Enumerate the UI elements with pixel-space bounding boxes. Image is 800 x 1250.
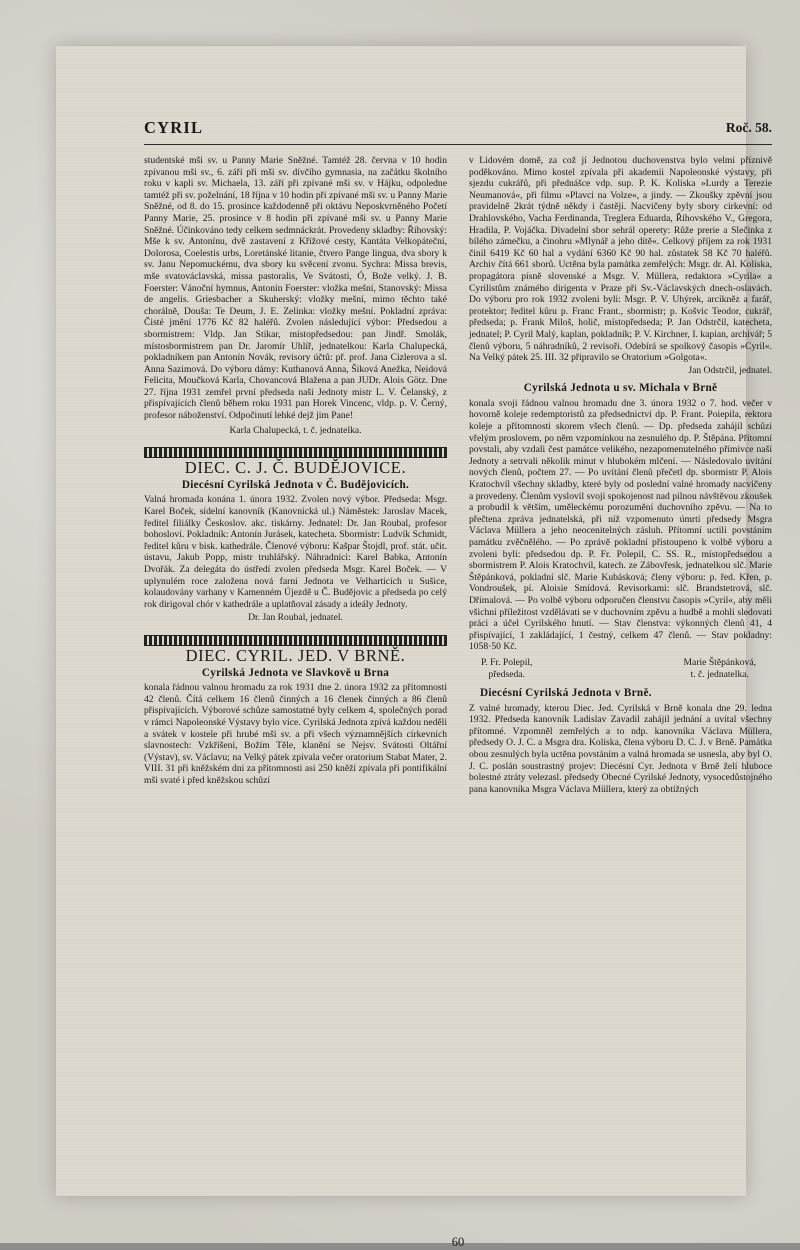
paragraph-budejovice: Valná hromada konána 1. února 1932. Zvolen nový výbor. Předseda: Msgr. Karel Boček, sídelní kanovník (Kanovnická ul.) Náměstek: Jaroslav Macek, ředitel filiálky Českoslov. akc. tiskárny. Jednatel: Dr. Jan Roubal, profesor bohosloví. Pokladník: Antonín Jurásek, katecheta. Sbormistr: Ludvík Schmidt, ředitel kůru v bisk. kathedrále. Členové výboru: Kašpar Štojdl, prof. stát. učit. ústavu, Jakub Popp, mistr truhlářský. Náhradníci: Karel Babka, Antonín Dvořák. Za delegáta do ústředí zvolen předseda Msgr. Karel Boček. — V uplynulém roce založena nová farní Jednota ve Velharticích u Sušice, kolaudovány varhany v Kamenném Újezdě u Č. Budějovic a předseda po celý rok dirigoval chór v kathedrále a uplatňoval zásady a ideály Jednoty. (144, 494, 447, 610)
section-heading-brno: DIEC. CYRIL. JED. V BRNĚ. (185, 645, 406, 665)
running-head (144, 118, 772, 145)
subheading-sv-michal: Cyrilská Jednota u sv. Michala v Brně (523, 382, 718, 395)
ornament-rule (144, 447, 447, 458)
paragraph-sv-michal: konala svoji řádnou valnou hromadu dne 3. února 1932 o 7. hod. večer v hovorně koleje redemptoristů za předsednictví dp. P. Frant. Poiepila, rektora koleje a přítomnosti skorem všech členů. — Dp. předseda zahájil schůzi vřelým proslovem, po něm vzpomínkou na zesnulého dp. P. Štěpána. Přítomní povstali, aby vzdali čest památce velikého, nezapomenutelného přímivce naší Jednoty a setrvali několik minut v hlubokém mlčení. — Následovalo uvítání nových členů, počtem 27. — Po uvítání členů přečetl dp. sbormistr P. Alois Kratochvíl všechny skladby, které byly od poslední valné hromady nacvičeny a provedeny. Členům vyslovil svoji spokojenost nad pilnou návštěvou zkoušek a probudil k větším, uměleckému porozumění duchovního zpěvu. — Na to přečtena zpráva jednatelská, při níž vzpomenuto úmrtí předsedy Msgra Václava Müllera a jeho neocenitelných zásluh. Přítomní uctili povstáním památku zvěčnělého. — Po zprávě pokladní přistoupeno k volbě výboru a zvoleni byli: předsedou dp. P. Fr. Polepil, C. SS. R., místopředsedou a sbormistrem P. Alois Kratochvíl, katech. ze Zábovřesk, jednatelkou slč. Marie Štěpánková, pokladní slč. Marie Kubásková; členy výboru: p. řed. Křen, p. Vondroušek, pí. Aloisie Smídová. Revisorkami: slč. Brandstetrová, slč. Dřímalová. — Po volbě výboru odporučen členstvu časopis »Cyril«, aby měli všichni příležitost vzdělávati se v duchovním zpěvu a hudbě a mohli sledovati práci a účel Cyrilského hnutí. — Stav členstva: výkonných členů 41, 4 přispívající, 1 zakládající, 1 čestný, celkem 47 členů. — Stav pokladny: 1058·50 Kč. (469, 397, 772, 653)
signature-polepil-role: předseda. (488, 668, 525, 680)
signature-chalupecka: Karla Chalupecká, t. č. jednatelka. (229, 424, 362, 436)
paragraph-slavkov: konala řádnou valnou hromadu za rok 1931 dne 2. února 1932 za přítomnosti 42 členů. Čítá celkem 16 členů činných a 16 členek činných a 86 členů přispívajících. Výborové schůze samostatné byly celkem 4, společných porad v rámci Napoleonské Výstavy bylo více. Cyrilská Jednota zpívá každou neděli a svátek v kostele při hrubé mši sv. a při všech významnějších církevních slavnostech: Vzkříšení, Božím Těle, klanění se Nejsv. Svátosti Oltářní (Výstav), sv. Václavu; na Velký pátek zpívala večer oratorium Stabat Mater, 2. VIII. 31 při kněžském dni za přítomnosti asi 250 kněží zpívala při pontifikální mši svaté i před kněžskou schůzí (144, 682, 447, 786)
subheading-diecesni-brno: Diecésní Cyrilská Jednota v Brně. (480, 686, 652, 699)
signature-stepankova-name: Marie Štěpánková, (683, 656, 756, 668)
paragraph-continued: studentské mši sv. u Panny Marie Sněžné. Tamtéž 28. června v 10 hodin zpívanou mši sv., 6. září při mši sv. dívčího gymnasia, na začátku školního roku v kapli sv. Michaela, 13. září při zpívané mši sv. v Hájku, odpoledne tamtéž při sv. poželnání, 18 října v 10 hodin při zpívané mši sv. u Panny Marie Sněžné, od 8. do 15. prosince každodenně při oktávu Neposkvrněného Početí Panny Marie, 25. prosince v 8 hodin při zpívané mši sv. u Panny Marie Sněžné. Účinkováno tedy celkem sedmnáckrát. Provedeny skladby: Říhovský: Mše k sv. Antonínu, dvě zastavení z Křížové cesty, Kantáta Velkopáteční, Dolorosa, Coelestis urbs, Loretánské litanie, čtvero Pange lingua, dva sbory k sv. Janu Nepomuckému, dva sbory ku svěcení zvonu. Sychra: Missa brevis, mše svatováclavská, missa pastoralis, Ve Svátosti, Ó, Bože velký. J. B. Foerster: Vánoční hymnus, Antonín Foerster: vložka mešní, Stanovský: Missa de angelis. Griesbacher a Skuherský: vložky mešní, mimo těchto také chorálně, Douša: Te Deum, J. E. Zelinka: vložky mešní. Pokladní zpráva: Čisté jmění 1776 Kč 82 haléřů. Zvolen následující výbor: Předsedou a sbormistrem: Vldp. Jan Stikar, místopředsedou: pan Jindř. Smolák, místosbormistrem pan Dr. Jaromír Uhlíř, jednatelkou: Karla Chalupecká, pokladníkem pan Antonín Novák, revisory účtů: př. prof. Jana Cizlerova a sl. Anna Sazimová. Do výboru dámy: Kuthanová Anna, Šiková Anežka, Neidová Felicita, Moučková Karla, Chovancová Blažena a pan JUDr. Alois Götz. Dne 27. října 1931 zemřel první předseda naší Jednoty mistr L. V. Čelanský, z přispívajících členů během roku 1931 pan Horek Vincenc, vldp. p. V. Černý, profesor náboženství. Odpočinutí lehké dejž jim Pane! (144, 155, 447, 422)
subheading-slavkov: Cyrilská Jednota ve Slavkově u Brna (201, 666, 390, 679)
subheading-diecesni-budejovice: Diecésní Cyrilská Jednota v Č. Budějovicích. (181, 478, 410, 491)
signature-block (469, 657, 772, 681)
journal-title: CYRIL (144, 118, 204, 137)
page-content (144, 118, 773, 1249)
paragraph-diecesni-brno: Z valné hromady, kterou Diec. Jed. Cyrilská v Brně konala dne 29. ledna 1932. Předseda kanovník Ladislav Zavadil zahájil jednání a uvítal všechny přítomné. Vzpomněl zemřelých a to ndp. kanovníka Václava Müllera, předsedy O. J. C. a Msgra dra. Kolíska, člena výboru D. C. J. v Brně. Památka obou zesnulých byla uctěna povstáním a valná hromada se usnesla, aby byl O. J. C. poslán soustrastný projev: Diecésní Cyr. Jednota v Brně želí hluboce bolestné ztráty velezasl. předsedy Obecné Cyrilské Jednoty, vysocedůstojného pana kanovníka Msgra Václava Müllera, který za obtížných (469, 702, 772, 795)
section-heading-budejovice: DIEC. C. J. Č. BUDĚJOVICE. (184, 458, 407, 478)
signature-polepil (469, 657, 532, 681)
ornament-rule-2 (144, 635, 447, 646)
two-column-layout (144, 155, 772, 795)
paper-sheet (56, 46, 773, 1249)
signature-polepil-name: P. Fr. Polepil, (481, 656, 533, 668)
signature-roubal: Dr. Jan Roubal, jednatel. (248, 612, 343, 624)
signature-odstrcil: Jan Odstrčil, jednatel. (688, 364, 772, 376)
page-number: 60 (451, 1235, 465, 1249)
right-column (469, 155, 772, 795)
volume-number: Roč. 58. (725, 120, 772, 135)
left-column (144, 155, 447, 795)
signature-stepankova (684, 657, 772, 681)
paragraph-lidovy-dum: v Lidovém domě, za což jí Jednotou duchovenstva bylo velmi příznivě poděkováno. Mimo kostel zpívala při akademii Napoleonské výstavy, při sjezdu cukrářů, při přednášce vdp. sup. P. K. Kolíska »Lurdy a Terezie Neumanová«, při filmu »Plavci na Volze«, a jindy. — Zkoušky zpěvní jsou pravidelně 2krát týdně někdy i častěji. Nacvičeny byly sbory církevní: od Drahlovského, Vacha Ferdinanda, Treglera Eduarda, Říhovského V., Gregora, Hradila, P. Vojáčka. Divadelní sbor sehrál operety: Růže prerie a Slečinka z bílého zámečku, a činohru »Mlynář a jeho dítě«. Celkový příjem za rok 1931 činil 6419 Kč 60 hal a vydání 6360 Kč 90 hal. zůstatek 58 Kč 70 haléřů. Archiv čítá 661 sborů. Uctěna byla památka zemřelých: Msgr. dr. Al. Kolíska, propagátora písně slovenské a Msgr. V. Müllera, redaktora »Cyrila« a Cyrilistům známého dirigenta v Praze při Sv.-Václavských dnech-oslavách. Do výboru pro rok 1932 zvoleni byli: Msgr. P. V. Uhýrek, arcikněz a farář, protektor; ředitel kůru p. Franc Frant., sbormistr; p. Košvic Teodor, cukrář, předseda; p. Frank Miloš, holič, místopředseda; P. Jan Odstrčil, katecheta, jednatel; P. Cyril Malý, kaplan, pokladník; P. V. Kirchner, I. kapian, archivář; 5 členů výboru, 5 náhradníků, 2 revisoři. Odebírá se spolkový časopis »Cyril«. Na Velký pátek 25. III. 32 připravilo se Oratorium »Golgota«. (469, 155, 773, 364)
signature-stepankova-role: t. č. jednatelka. (690, 668, 749, 680)
